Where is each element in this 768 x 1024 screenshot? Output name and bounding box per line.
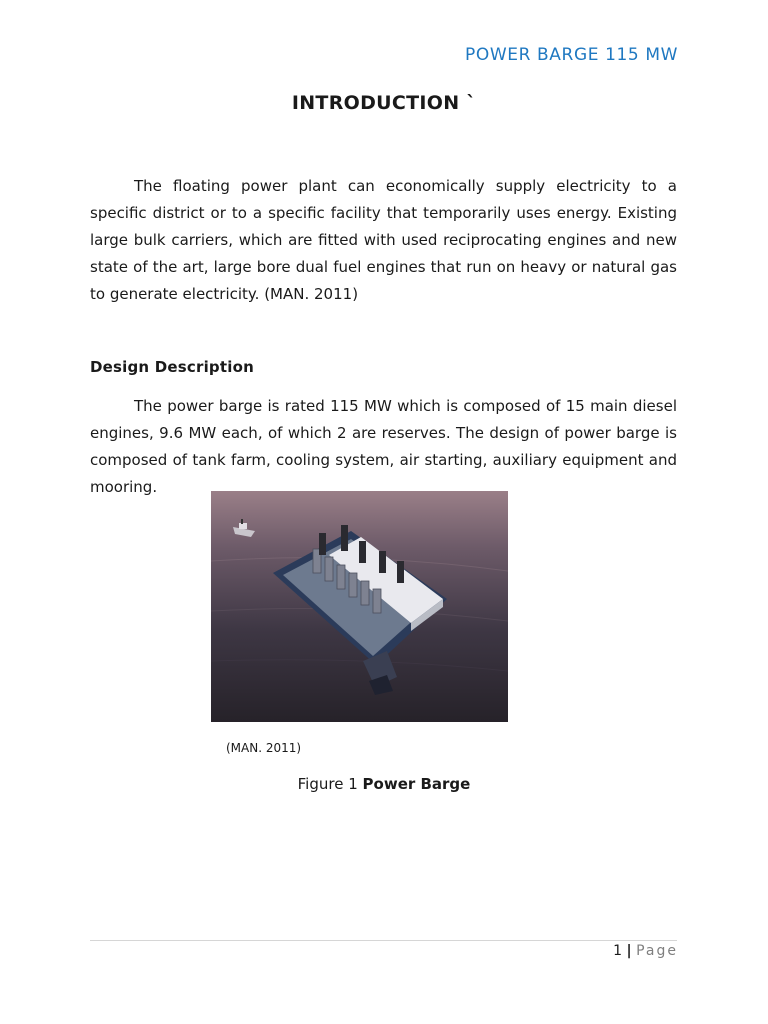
design-paragraph [90, 393, 677, 501]
running-header-title: POWER BARGE 115 MW [465, 45, 678, 65]
figure-caption [0, 775, 768, 793]
design-paragraph-text: The power barge is rated 115 MW which is composed of 15 main diesel engines, 9.6 MW each, of which 2 are reserves. The design of power barge is composed of tank farm, cooling system, air starting, auxiliary equipment and mooring. [90, 397, 677, 496]
intro-paragraph [90, 173, 677, 308]
figure-caption-title: Power Barge [362, 775, 471, 793]
figure-credit: (MAN. 2011) [226, 741, 302, 755]
page-title: INTRODUCTION ` [291, 92, 477, 114]
page-footer [613, 943, 678, 959]
intro-paragraph-text: The floating power plant can economically supply electricity to a specific district or to a specific facility that temporarily uses energy. Existing large bulk carriers, which are fitted with used reciprocating engines and new state of the art, large bore dual fuel engines that run on heavy or natural gas to generate electricity. (MAN. 2011) [90, 177, 677, 303]
footer-separator: | [626, 943, 632, 959]
power-barge-photo [211, 491, 508, 722]
section-heading: Design Description [90, 358, 254, 376]
page-label: Page [636, 943, 678, 959]
page-number: 1 [613, 943, 623, 959]
footer-divider [90, 940, 677, 941]
figure-caption-prefix: Figure 1 [297, 775, 363, 793]
